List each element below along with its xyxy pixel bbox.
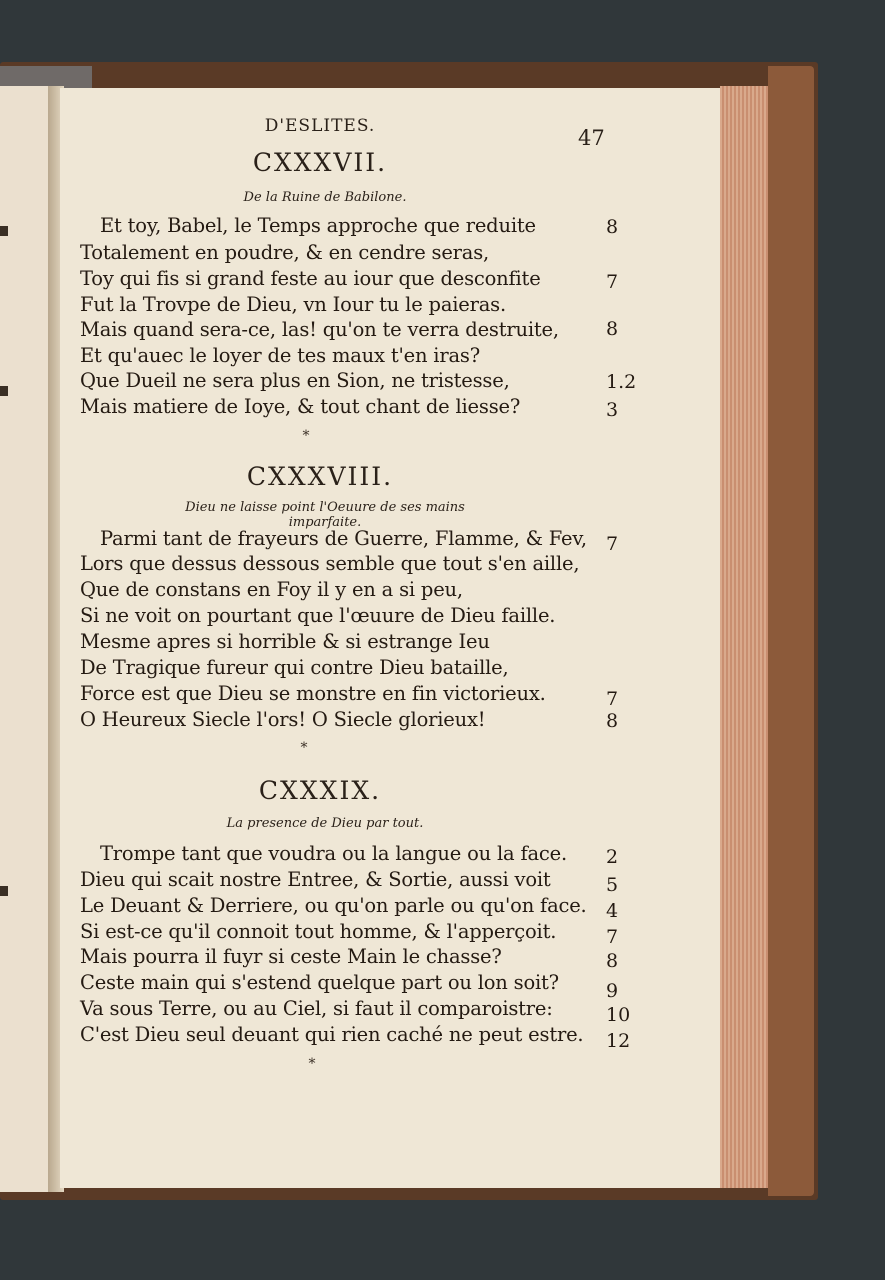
section-subtitle: La presence de Dieu par tout. (226, 816, 424, 831)
left-page-ink-mark (0, 886, 8, 896)
section-ornament: * (302, 428, 310, 444)
spine-cloth (0, 66, 92, 88)
verse-number: 12 (606, 1030, 631, 1052)
section-heading: CXXXIX. (258, 776, 382, 805)
verse-line: Fut la Trovpe de Dieu, vn Iour tu le paieras. (80, 293, 506, 316)
verse-line: Si ne voit on pourtant que l'œuure de Dieu faille. (80, 604, 556, 627)
section-heading: CXXXVII. (252, 148, 388, 177)
page-number: 47 (578, 126, 605, 150)
section-heading: CXXXVIII. (246, 462, 394, 491)
verse-number: 10 (606, 1004, 631, 1026)
verse-line: Que de constans en Foy il y en a si peu, (80, 578, 463, 601)
verse-number: 7 (606, 271, 619, 293)
page-block-edge (720, 86, 768, 1188)
verse-line: Totalement en poudre, & en cendre seras, (80, 241, 490, 264)
section-subtitle: Dieu ne laisse point l'Oeuure de ses mains imparfaite. (185, 500, 465, 530)
verse-number: 2 (606, 846, 619, 868)
section-ornament: * (308, 1056, 316, 1072)
verse-line: Force est que Dieu se monstre en fin victorieux. (80, 682, 546, 705)
left-page-ink-mark (0, 386, 8, 396)
verse-number: 8 (606, 710, 619, 732)
verse-number: 9 (606, 980, 619, 1002)
verse-line: Toy qui fis si grand feste au iour que desconfite (80, 267, 541, 290)
verse-number: 5 (606, 874, 619, 896)
verse-line: Et qu'auec le loyer de tes maux t'en iras? (80, 344, 480, 367)
verse-line: De Tragique fureur qui contre Dieu bataille, (80, 656, 509, 679)
verse-number: 7 (606, 533, 619, 555)
verse-line: C'est Dieu seul deuant qui rien caché ne peut estre. (80, 1023, 584, 1046)
verse-line: Si est-ce qu'il connoit tout homme, & l'apperçoit. (80, 920, 557, 943)
verse-number: 8 (606, 318, 619, 340)
verse-line: Mais pourra il fuyr si ceste Main le chasse? (80, 945, 502, 968)
verse-number: 1.2 (606, 371, 637, 393)
verse-line: Et toy, Babel, le Temps approche que reduite (100, 214, 536, 237)
verse-number: 8 (606, 950, 619, 972)
verse-number: 7 (606, 926, 619, 948)
verse-line: O Heureux Siecle l'ors! O Siecle glorieux! (80, 708, 486, 731)
verse-number: 3 (606, 399, 619, 421)
verse-line: Dieu qui scait nostre Entree, & Sortie, aussi voit (80, 868, 551, 891)
section-subtitle: De la Ruine de Babilone. (243, 190, 407, 205)
book-cover (768, 66, 814, 1196)
verse-line: Lors que dessus dessous semble que tout s'en aille, (80, 552, 580, 575)
verse-number: 4 (606, 900, 619, 922)
verse-line: Va sous Terre, ou au Ciel, si faut il comparoistre: (80, 997, 553, 1020)
verse-line: Parmi tant de frayeurs de Guerre, Flamme, & Fev, (100, 527, 587, 550)
left-page-ink-mark (0, 226, 8, 236)
verse-line: Le Deuant & Derriere, ou qu'on parle ou qu'on face. (80, 894, 587, 917)
verse-line: Mais quand sera-ce, las! qu'on te verra destruite, (80, 318, 559, 341)
verse-line: Mais matiere de Ioye, & tout chant de liesse? (80, 395, 521, 418)
verse-line: Que Dueil ne sera plus en Sion, ne tristesse, (80, 369, 510, 392)
running-head: D'ESLITES. (264, 116, 376, 136)
verse-line: Trompe tant que voudra ou la langue ou la face. (100, 842, 567, 865)
verse-number: 7 (606, 688, 619, 710)
verse-number: 8 (606, 216, 619, 238)
section-ornament: * (300, 740, 308, 756)
left-page-edge (0, 86, 50, 1192)
verse-line: Mesme apres si horrible & si estrange Ieu (80, 630, 490, 653)
verse-line: Ceste main qui s'estend quelque part ou lon soit? (80, 971, 559, 994)
